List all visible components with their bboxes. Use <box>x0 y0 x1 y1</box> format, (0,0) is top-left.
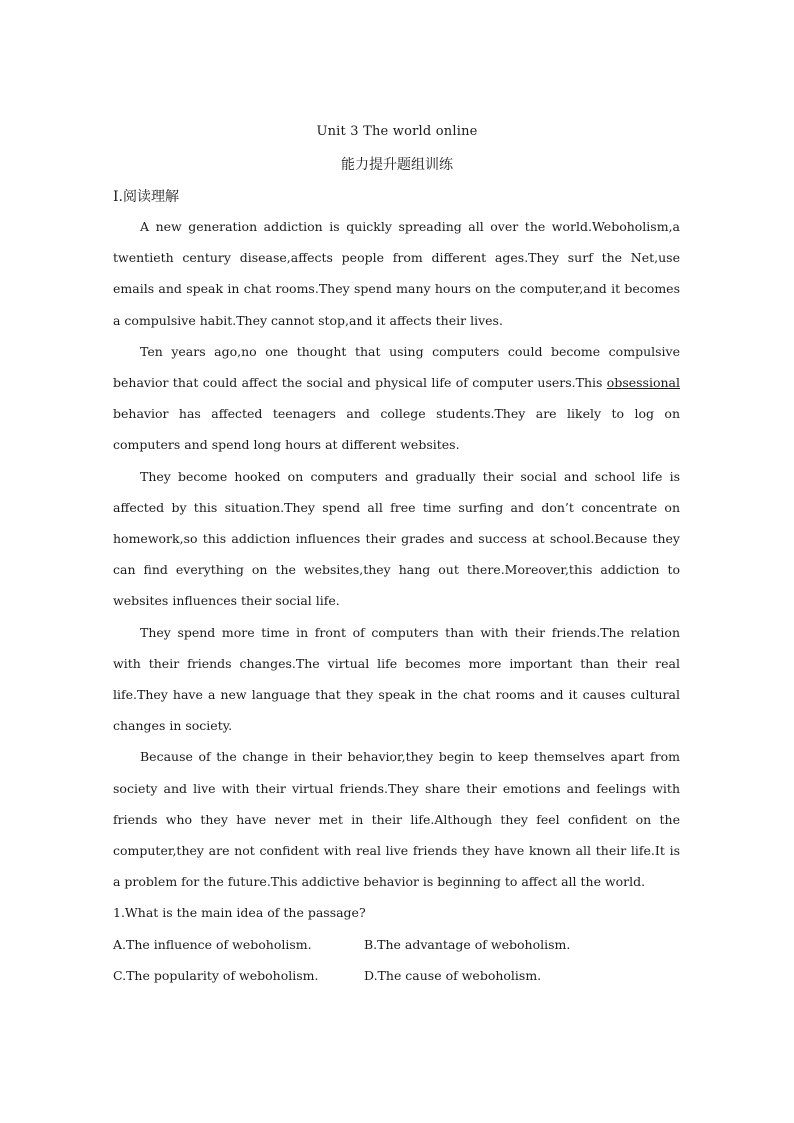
question-1-options <box>113 929 680 991</box>
question-1-stem: 1.What is the main idea of the passage? <box>113 905 366 921</box>
passage-paragraph-5: Because of the change in their behavior,they begin to keep themselves apart from society and live with their virtual friends.They share their emotions and feelings with friends who they have never met in their life.Although they feel confident on the computer,they are not confident with real live friends they have known all their life.It is a problem for the future.This addictive behavior is beginning to affect all the world. <box>113 749 680 890</box>
underlined-word: obsessional <box>606 375 680 391</box>
option-b: B.The advantage of weboholism. <box>364 936 571 952</box>
passage-paragraph-4: They spend more time in front of computers than with their friends.The relation with their friends changes.The virtual life becomes more important than their real life.They have a new language that they speak in the chat rooms and it causes cultural changes in society. <box>113 624 680 734</box>
exercise-subtitle: 能力提升题组训练 <box>341 157 453 173</box>
passage-paragraph-2 <box>113 336 680 461</box>
option-d: D.The cause of weboholism. <box>364 967 542 983</box>
section-heading: Ⅰ.阅读理解 <box>113 189 179 205</box>
unit-title: Unit 3 The world online <box>316 124 478 139</box>
paragraph-2-text-start: Ten years ago,no one thought that using computers could become compulsive behavior that could affect the social and physical life of computer users.This <box>113 343 680 391</box>
option-c: C.The popularity of weboholism. <box>113 967 319 983</box>
passage-paragraph-3: They become hooked on computers and gradually their social and school life is affected by this situation.They spend all free time surfing and don’t concentrate on homework,so this addiction influences their grades and success at school.Because they can find everything on the websites,they hang out there.Moreover,this addiction to websites influences their social life. <box>113 468 680 609</box>
paragraph-2-text-end: behavior has affected teenagers and college students.They are likely to log on computers and spend long hours at different websites. <box>113 406 680 453</box>
reading-content <box>113 211 680 991</box>
passage-paragraph-1: A new generation addiction is quickly spreading all over the world.Weboholism,a twentieth century disease,affects people from different ages.They surf the Net,use emails and speak in chat rooms.They spend many hours on the computer,and it becomes a compulsive habit.They cannot stop,and it affects their lives. <box>113 219 680 328</box>
option-a: A.The influence of weboholism. <box>113 936 312 952</box>
